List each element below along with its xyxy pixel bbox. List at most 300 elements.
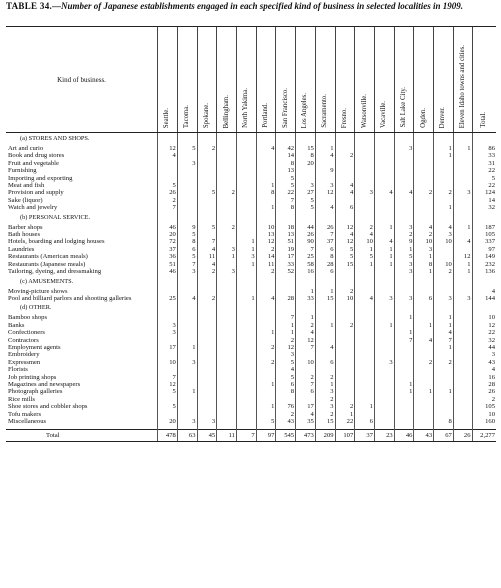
- table-cell: [256, 337, 276, 344]
- table-cell: 10: [335, 295, 355, 302]
- table-cell: [236, 337, 256, 344]
- table-cell: 2,277: [472, 430, 496, 442]
- table-cell: 5: [394, 253, 414, 260]
- column-header-label: Salt Lake City.: [400, 87, 408, 128]
- table-cell: 7: [394, 337, 414, 344]
- table-cell: [355, 133, 375, 146]
- table-cell: 2: [296, 374, 316, 381]
- table-cell: [374, 276, 394, 288]
- table-cell: 2: [394, 231, 414, 238]
- table-cell: [434, 212, 454, 224]
- table-cell: 5: [177, 231, 197, 238]
- table-cell: 67: [434, 430, 454, 442]
- table-cell: 3: [177, 418, 197, 425]
- table-cell: [217, 133, 237, 146]
- table-cell: 2: [315, 374, 335, 381]
- table-cell: [453, 152, 472, 159]
- table-cell: [374, 288, 394, 295]
- table-cell: 5: [197, 224, 217, 231]
- table-cell: 10: [158, 359, 178, 366]
- table-cell: 1: [256, 403, 276, 410]
- table-cell: 7: [177, 261, 197, 268]
- table-cell: 4: [256, 145, 276, 152]
- table-cell: 20: [158, 231, 178, 238]
- table-cell: 5: [296, 204, 316, 211]
- table-cell: [374, 344, 394, 351]
- row-label: Barber shops: [8, 223, 43, 231]
- table-cell: [355, 212, 375, 224]
- table-cell: 3: [217, 246, 237, 253]
- table-cell: 22: [276, 189, 296, 196]
- table-cell: 6: [335, 204, 355, 211]
- table-cell: [276, 288, 296, 295]
- table-row: [6, 295, 496, 302]
- table-cell: 1: [453, 268, 472, 275]
- table-cell: 6: [414, 295, 434, 302]
- table-row: [6, 204, 496, 211]
- table-cell: [394, 302, 414, 314]
- row-label: Embroidery: [8, 351, 40, 359]
- table-cell: [158, 314, 178, 321]
- table-cell: [197, 133, 217, 146]
- table-cell: [217, 322, 237, 329]
- table-row: [6, 381, 496, 388]
- table-cell: 45: [197, 430, 217, 442]
- table-cell: [335, 197, 355, 204]
- table-cell: 2: [414, 231, 434, 238]
- table-cell: 6: [296, 388, 316, 395]
- column-header: [394, 27, 414, 133]
- table-cell: [434, 246, 454, 253]
- table-cell: 1: [177, 344, 197, 351]
- column-header: [296, 27, 316, 133]
- table-cell: 7: [158, 204, 178, 211]
- table-cell: 4: [374, 238, 394, 245]
- table-row: [6, 145, 496, 152]
- table-cell: 6: [315, 246, 335, 253]
- table-cell: [453, 329, 472, 336]
- table-cell: 22: [472, 329, 496, 336]
- table-cell: 26: [472, 388, 496, 395]
- table-cell: 1: [315, 145, 335, 152]
- section-label: (b) PERSONAL SERVICE.: [20, 213, 91, 221]
- table-cell: [296, 396, 316, 403]
- table-cell: 1: [434, 204, 454, 211]
- total-row: [6, 430, 496, 442]
- row-label: Restaurants (Japanese meals): [8, 260, 86, 268]
- table-cell: [453, 411, 472, 418]
- table-cell: 2: [256, 268, 276, 275]
- table-cell: 4: [394, 189, 414, 196]
- row-label: Rice mills: [8, 395, 35, 403]
- table-cell: [453, 396, 472, 403]
- table-cell: [236, 167, 256, 174]
- table-cell: [197, 276, 217, 288]
- table-cell: 3: [374, 295, 394, 302]
- table-cell: [197, 344, 217, 351]
- table-cell: [236, 374, 256, 381]
- table-cell: 1: [315, 288, 335, 295]
- table-cell: 7: [276, 197, 296, 204]
- row-label: Moving-picture shows: [8, 287, 68, 295]
- table-cell: [197, 314, 217, 321]
- table-cell: [472, 302, 496, 314]
- row-label: Art and curio: [8, 145, 44, 152]
- table-cell: [197, 411, 217, 418]
- table-cell: 7: [434, 337, 454, 344]
- table-cell: [453, 374, 472, 381]
- table-cell: 2: [197, 268, 217, 275]
- table-cell: 1: [394, 381, 414, 388]
- table-cell: [256, 133, 276, 146]
- table-row: [6, 388, 496, 395]
- table-cell: 2: [315, 411, 335, 418]
- table-cell: 23: [374, 430, 394, 442]
- table-cell: [276, 302, 296, 314]
- table-cell: [434, 396, 454, 403]
- section-row: [6, 276, 496, 288]
- column-header-label: Seattle.: [163, 107, 171, 128]
- section-label: (d) OTHER.: [20, 304, 52, 312]
- table-cell: 25: [296, 253, 316, 260]
- table-cell: 3: [394, 295, 414, 302]
- table-cell: [315, 175, 335, 182]
- table-cell: 28: [472, 381, 496, 388]
- table-cell: [197, 175, 217, 182]
- table-cell: 4: [472, 366, 496, 373]
- table-cell: 3: [296, 182, 316, 189]
- table-cell: [414, 133, 434, 146]
- column-header-label: Watsonville.: [360, 94, 368, 128]
- table-cell: [374, 411, 394, 418]
- table-cell: 2: [414, 359, 434, 366]
- table-cell: [197, 182, 217, 189]
- table-row: [6, 359, 496, 366]
- table-cell: 42: [276, 145, 296, 152]
- table-cell: 2: [158, 197, 178, 204]
- table-cell: [453, 344, 472, 351]
- table-cell: [453, 231, 472, 238]
- table-cell: [236, 231, 256, 238]
- table-cell: 51: [276, 238, 296, 245]
- table-cell: [394, 396, 414, 403]
- table-cell: [177, 302, 197, 314]
- table-cell: 1: [374, 322, 394, 329]
- table-cell: 1: [256, 381, 276, 388]
- table-cell: 7: [276, 314, 296, 321]
- table-cell: [434, 197, 454, 204]
- column-header-label: Fresno.: [340, 107, 348, 128]
- table-cell: 5: [177, 145, 197, 152]
- table-cell: 76: [276, 403, 296, 410]
- table-cell: [158, 337, 178, 344]
- table-cell: [177, 351, 197, 358]
- table-cell: [355, 160, 375, 167]
- table-cell: [414, 374, 434, 381]
- table-cell: [335, 160, 355, 167]
- table-cell: [394, 212, 414, 224]
- row-label: Expressmen: [8, 358, 41, 366]
- table-cell: [236, 314, 256, 321]
- table-cell: 26: [296, 231, 316, 238]
- table-cell: 209: [315, 430, 335, 442]
- column-header-label: Bellingham.: [222, 94, 230, 128]
- table-cell: [296, 212, 316, 224]
- table-cell: 13: [276, 167, 296, 174]
- table-cell: [453, 276, 472, 288]
- table-cell: 7: [296, 381, 316, 388]
- table-cell: 3: [158, 329, 178, 336]
- table-cell: 1: [434, 314, 454, 321]
- table-cell: [217, 396, 237, 403]
- table-cell: [177, 374, 197, 381]
- table-cell: 3: [158, 322, 178, 329]
- table-cell: [315, 212, 335, 224]
- table-cell: 7: [158, 374, 178, 381]
- table-cell: 1: [414, 253, 434, 260]
- table-cell: 1: [236, 295, 256, 302]
- table-cell: [236, 133, 256, 146]
- table-cell: [335, 175, 355, 182]
- table-cell: [374, 160, 394, 167]
- table-cell: [414, 403, 434, 410]
- table-cell: 8: [276, 388, 296, 395]
- table-cell: [296, 175, 316, 182]
- table-row: [6, 261, 496, 268]
- table-cell: [217, 167, 237, 174]
- table-cell: [414, 288, 434, 295]
- table-cell: [217, 288, 237, 295]
- table-cell: [355, 337, 375, 344]
- table-caption: —Number of Japanese establishments engaged in each specified kind of business in selected localities in 1909.: [52, 1, 464, 11]
- kind-header: Kind of business.: [6, 27, 158, 133]
- table-cell: 16: [296, 268, 316, 275]
- section-row: [6, 133, 496, 146]
- table-cell: 1: [374, 246, 394, 253]
- table-cell: [236, 212, 256, 224]
- table-cell: [453, 160, 472, 167]
- table-cell: [177, 288, 197, 295]
- table-cell: 3: [472, 351, 496, 358]
- table-cell: [315, 337, 335, 344]
- column-header: [256, 27, 276, 133]
- table-cell: [374, 268, 394, 275]
- table-cell: [434, 160, 454, 167]
- table-row: [6, 344, 496, 351]
- table-cell: [434, 175, 454, 182]
- table-cell: [276, 133, 296, 146]
- table-cell: 72: [158, 238, 178, 245]
- table-cell: 8: [276, 160, 296, 167]
- table-title: [6, 1, 496, 12]
- table-cell: 14: [472, 197, 496, 204]
- column-header: [453, 27, 472, 133]
- table-cell: 337: [472, 238, 496, 245]
- table-cell: 7: [296, 246, 316, 253]
- table-cell: [453, 302, 472, 314]
- table-cell: 136: [472, 268, 496, 275]
- table-cell: [374, 204, 394, 211]
- table-cell: [335, 212, 355, 224]
- table-row: [6, 175, 496, 182]
- table-cell: 1: [434, 344, 454, 351]
- table-cell: [217, 145, 237, 152]
- table-cell: 5: [472, 175, 496, 182]
- table-row: [6, 411, 496, 418]
- table-cell: 15: [315, 295, 335, 302]
- table-cell: [355, 288, 375, 295]
- table-cell: 4: [434, 224, 454, 231]
- table-cell: [236, 366, 256, 373]
- table-cell: 12: [315, 189, 335, 196]
- table-cell: [217, 337, 237, 344]
- table-cell: 4: [256, 295, 276, 302]
- table-cell: [315, 351, 335, 358]
- table-cell: 46: [158, 224, 178, 231]
- table-cell: [374, 418, 394, 425]
- table-cell: 473: [296, 430, 316, 442]
- table-cell: 10: [434, 238, 454, 245]
- table-cell: 4: [197, 261, 217, 268]
- column-header-label: Ogden.: [419, 108, 427, 128]
- table-cell: [335, 145, 355, 152]
- table-cell: [197, 351, 217, 358]
- table-cell: [158, 276, 178, 288]
- table-cell: 33: [276, 261, 296, 268]
- table-cell: [236, 381, 256, 388]
- table-row: [6, 396, 496, 403]
- table-cell: [453, 418, 472, 425]
- table-cell: [453, 366, 472, 373]
- row-label: Shoe stores and cobbler shops: [8, 403, 88, 411]
- table-cell: [374, 314, 394, 321]
- row-label: Watch and jewelry: [8, 204, 58, 212]
- table-cell: [453, 351, 472, 358]
- table-row: [6, 160, 496, 167]
- table-cell: 14: [256, 253, 276, 260]
- table-cell: 1: [434, 152, 454, 159]
- table-cell: [177, 276, 197, 288]
- table-cell: [394, 197, 414, 204]
- table-cell: [374, 231, 394, 238]
- table-cell: [158, 212, 178, 224]
- table-cell: [414, 396, 434, 403]
- table-cell: 97: [472, 246, 496, 253]
- table-cell: [256, 276, 276, 288]
- column-header: [374, 27, 394, 133]
- table-cell: [217, 411, 237, 418]
- table-cell: 105: [472, 403, 496, 410]
- table-cell: [414, 152, 434, 159]
- table-cell: [236, 359, 256, 366]
- table-cell: 1: [453, 145, 472, 152]
- table-cell: 1: [374, 261, 394, 268]
- table-cell: 12: [158, 145, 178, 152]
- table-cell: 12: [335, 238, 355, 245]
- table-cell: [394, 374, 414, 381]
- table-cell: 43: [472, 359, 496, 366]
- table-cell: 10: [472, 314, 496, 321]
- table-cell: 1: [276, 329, 296, 336]
- table-cell: [453, 337, 472, 344]
- table-cell: [256, 322, 276, 329]
- table-cell: [256, 160, 276, 167]
- table-cell: 1: [217, 253, 237, 260]
- table-cell: 1: [414, 322, 434, 329]
- table-cell: [217, 152, 237, 159]
- table-cell: [434, 253, 454, 260]
- table-cell: [394, 204, 414, 211]
- table-cell: [217, 238, 237, 245]
- table-cell: [217, 381, 237, 388]
- table-cell: 58: [296, 261, 316, 268]
- table-cell: 1: [296, 314, 316, 321]
- table-cell: 26: [158, 189, 178, 196]
- table-cell: [158, 302, 178, 314]
- table-cell: [355, 152, 375, 159]
- table-cell: 5: [158, 182, 178, 189]
- table-cell: [453, 197, 472, 204]
- row-label: Pool and billiard parlors and shooting galleries: [8, 294, 132, 302]
- table-cell: [414, 418, 434, 425]
- table-cell: 4: [434, 329, 454, 336]
- data-table: [6, 26, 496, 442]
- table-cell: 1: [256, 182, 276, 189]
- table-cell: [355, 175, 375, 182]
- table-cell: [256, 374, 276, 381]
- column-header-label: Eleven Idaho towns and cities.: [458, 44, 466, 128]
- table-cell: 12: [296, 337, 316, 344]
- table-cell: 9: [177, 224, 197, 231]
- table-row: [6, 152, 496, 159]
- column-header-label: Los Angeles.: [301, 92, 309, 128]
- table-cell: [355, 381, 375, 388]
- table-cell: [236, 388, 256, 395]
- table-cell: [296, 133, 316, 146]
- table-cell: [197, 366, 217, 373]
- table-cell: [177, 133, 197, 146]
- table-cell: 2: [296, 322, 316, 329]
- table-cell: [197, 359, 217, 366]
- section-label: (a) STORES AND SHOPS.: [20, 135, 90, 142]
- row-label: Tailoring, dyeing, and dressmaking: [8, 268, 102, 276]
- table-cell: [177, 167, 197, 174]
- table-cell: [256, 152, 276, 159]
- table-cell: [177, 175, 197, 182]
- table-cell: 8: [256, 189, 276, 196]
- table-cell: 3: [177, 268, 197, 275]
- table-cell: [236, 160, 256, 167]
- column-header-label: Sacramento.: [321, 94, 329, 128]
- table-cell: 44: [472, 344, 496, 351]
- table-cell: 5: [177, 253, 197, 260]
- table-cell: 3: [394, 224, 414, 231]
- table-cell: 6: [276, 381, 296, 388]
- table-cell: [315, 302, 335, 314]
- table-cell: [197, 322, 217, 329]
- table-cell: 43: [276, 418, 296, 425]
- table-cell: 4: [158, 152, 178, 159]
- table-cell: 9: [315, 167, 335, 174]
- table-cell: 2: [217, 189, 237, 196]
- table-cell: [296, 167, 316, 174]
- table-row: [6, 374, 496, 381]
- table-cell: [236, 322, 256, 329]
- table-cell: [434, 381, 454, 388]
- table-cell: 15: [315, 418, 335, 425]
- table-cell: [355, 197, 375, 204]
- table-cell: [217, 374, 237, 381]
